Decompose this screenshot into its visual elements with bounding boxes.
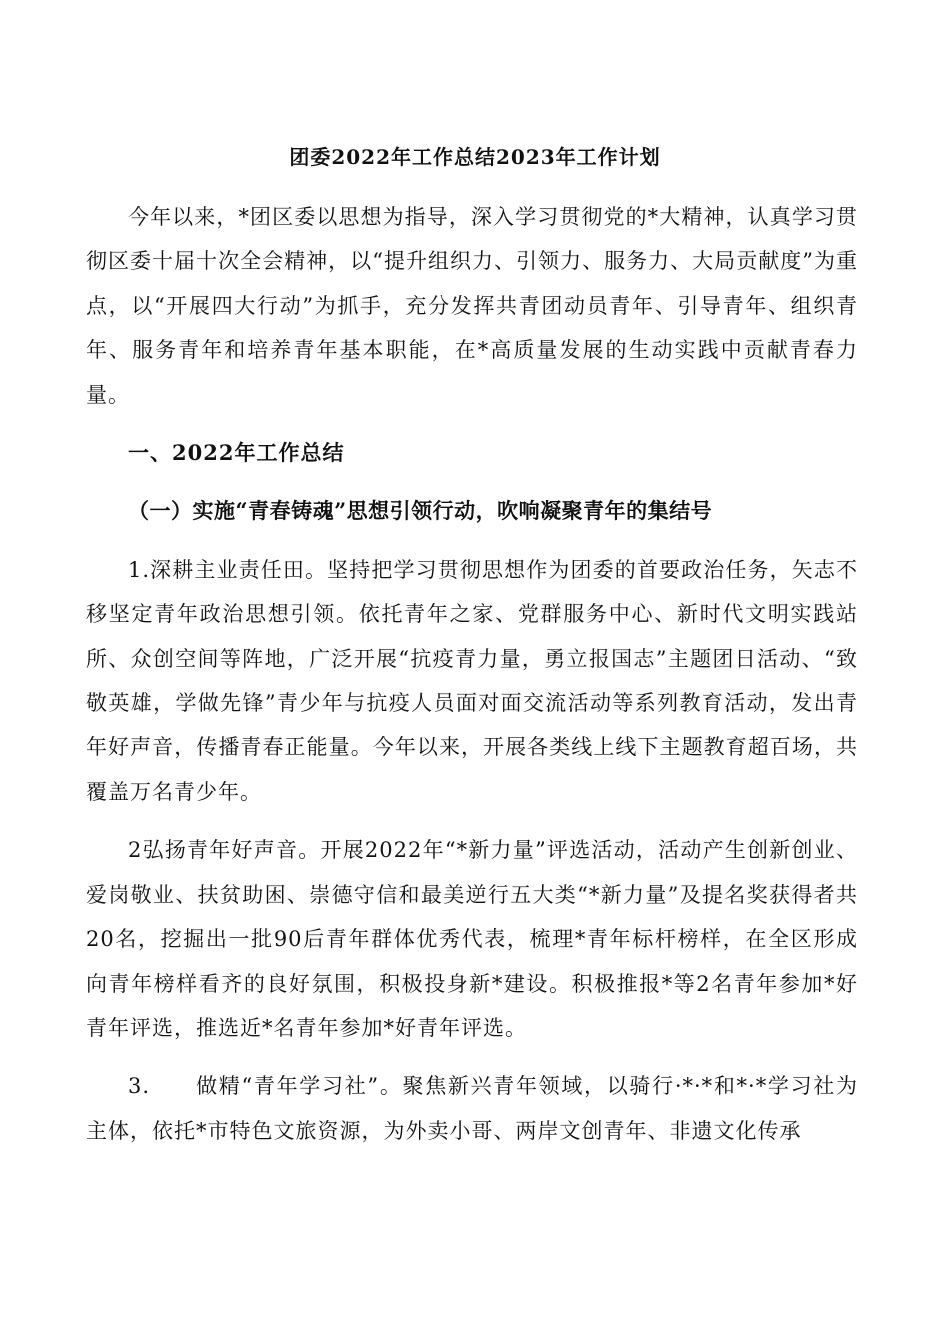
document-body <box>86 195 858 1153</box>
body-paragraph: 1.深耕主业责任田。坚持把学习贯彻思想作为团委的首要政治任务，矢志不移坚定青年政治思想引领。依托青年之家、党群服务中心、新时代文明实践站所、众创空间等阵地，广泛开展“抗疫青力量，勇立报国志”主题团日活动、“致敬英雄，学做先锋”青少年与抗疫人员面对面交流活动等系列教育活动，发出青年好声音，传播青春正能量。今年以来，开展各类线上线下主题教育超百场，共覆盖万名青少年。 <box>86 557 858 804</box>
body-paragraph: 2弘扬青年好声音。开展2022年“*新力量”评选活动，活动产生创新创业、爱岗敬业、扶贫助困、崇德守信和最美逆行五大类“*新力量”及提名奖获得者共20名，挖掘出一批90后青年群体优秀代表，梳理*青年标杆榜样，在全区形成向青年榜样看齐的良好氛围，积极投身新*建设。积极推报*等2名青年参加*好青年评选，推选近*名青年参加*好青年评选。 <box>86 838 858 1040</box>
intro-paragraph: 今年以来，*团区委以思想为指导，深入学习贯彻党的*大精神，认真学习贯彻区委十届十次全会精神，以“提升组织力、引领力、服务力、大局贡献度”为重点，以“开展四大行动”为抓手，充分发挥共青团动员青年、引导青年、组织青年、服务青年和培养青年基本职能，在*高质量发展的生动实践中贡献青春力量。 <box>86 205 858 407</box>
body-paragraph: 3. 做精“青年学习社”。聚焦新兴青年领域，以骑行·*·*和*·*学习社为主体，依托*市特色文旅资源，为外卖小哥、两岸文创青年、非遗文化传承 <box>86 1074 858 1143</box>
section-heading: 一、2022年工作总结 <box>128 440 345 466</box>
document-title: 团委2022年工作总结2023年工作计划 <box>289 145 661 169</box>
subsection-heading: （一）实施“青春铸魂”思想引领行动，吹响凝聚青年的集结号 <box>128 498 713 524</box>
